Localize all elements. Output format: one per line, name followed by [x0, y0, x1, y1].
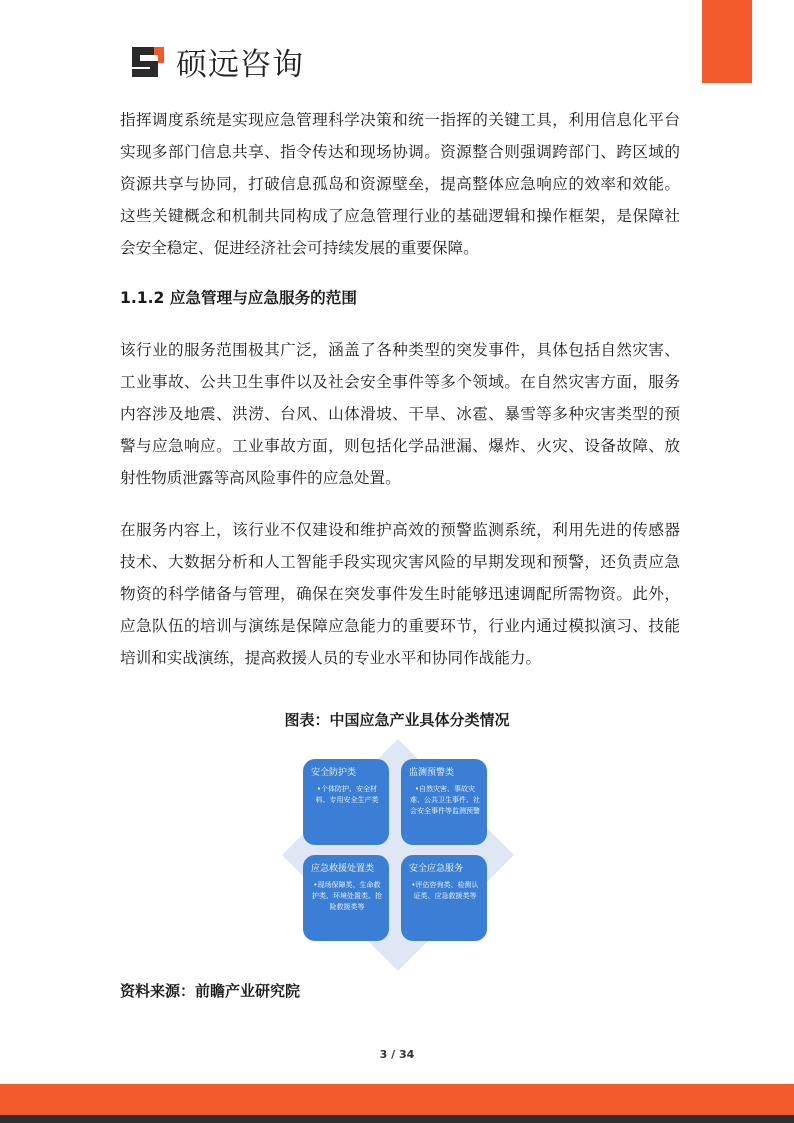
footer-dark-line: [0, 1115, 794, 1123]
brand-name: 硕远咨询: [176, 46, 304, 83]
card-body: •个体防护、安全材料、专用安全生产类: [315, 785, 379, 804]
card-body: •自然灾害、事故灾难、公共卫生事件、社会安全事件等监测预警: [410, 785, 480, 815]
figure-title: 图表：中国应急产业具体分类情况: [284, 711, 510, 729]
header-accent-block: [702, 0, 752, 83]
page-number: 3 / 34: [379, 1048, 415, 1061]
card-body: •评估咨询类、检测认证类、应急救援类等: [411, 881, 479, 900]
footer-accent-bar: [0, 1084, 794, 1115]
brand-logo-icon: [128, 41, 168, 81]
main-content: [120, 104, 680, 674]
card-title: 安全应急服务: [409, 864, 464, 874]
brand-logo: [128, 40, 304, 82]
card-body: •现场保障类、生命救护类、环境处置类、抢险救援类等: [312, 881, 382, 911]
category-diagram: [273, 735, 523, 975]
category-card-monitoring-warning: [401, 759, 487, 845]
category-card-safety-protection: [303, 759, 389, 845]
paragraph-1: 指挥调度系统是实现应急管理科学决策和统一指挥的关键工具，利用信息化平台实现多部门信息共享、指令传达和现场协调。资源整合则强调跨部门、跨区域的资源共享与协同，打破信息孤岛和资源壁垒，提高整体应急响应的效率和效能。这些关键概念和机制共同构成了应急管理行业的基础逻辑和操作框架，是保障社会安全稳定、促进经济社会可持续发展的重要保障。: [120, 111, 680, 257]
card-title: 应急救援处置类: [311, 864, 375, 874]
source-note: 资料来源：前瞻产业研究院: [120, 982, 301, 1000]
category-card-emergency-rescue: [303, 855, 389, 941]
section-heading: 1.1.2 应急管理与应急服务的范围: [120, 289, 357, 307]
card-title: 安全防护类: [311, 768, 357, 778]
paragraph-2: 该行业的服务范围极其广泛，涵盖了各种类型的突发事件，具体包括自然灾害、工业事故、公共卫生事件以及社会安全事件等多个领域。在自然灾害方面，服务内容涉及地震、洪涝、台风、山体滑坡、干旱、冰雹、暴雪等多种灾害类型的预警与应急响应。工业事故方面，则包括化学品泄漏、爆炸、火灾、设备故障、放射性物质泄露等高风险事件的应急处置。: [120, 341, 680, 487]
card-title: 监测预警类: [409, 768, 455, 778]
paragraph-3: 在服务内容上，该行业不仅建设和维护高效的预警监测系统，利用先进的传感器技术、大数据分析和人工智能手段实现灾害风险的早期发现和预警，还负责应急物资的科学储备与管理，确保在突发事件发生时能够迅速调配所需物资。此外，应急队伍的培训与演练是保障应急能力的重要环节，行业内通过模拟演习、技能培训和实战演练，提高救援人员的专业水平和协同作战能力。: [120, 521, 680, 667]
category-card-safety-services: [401, 855, 487, 941]
